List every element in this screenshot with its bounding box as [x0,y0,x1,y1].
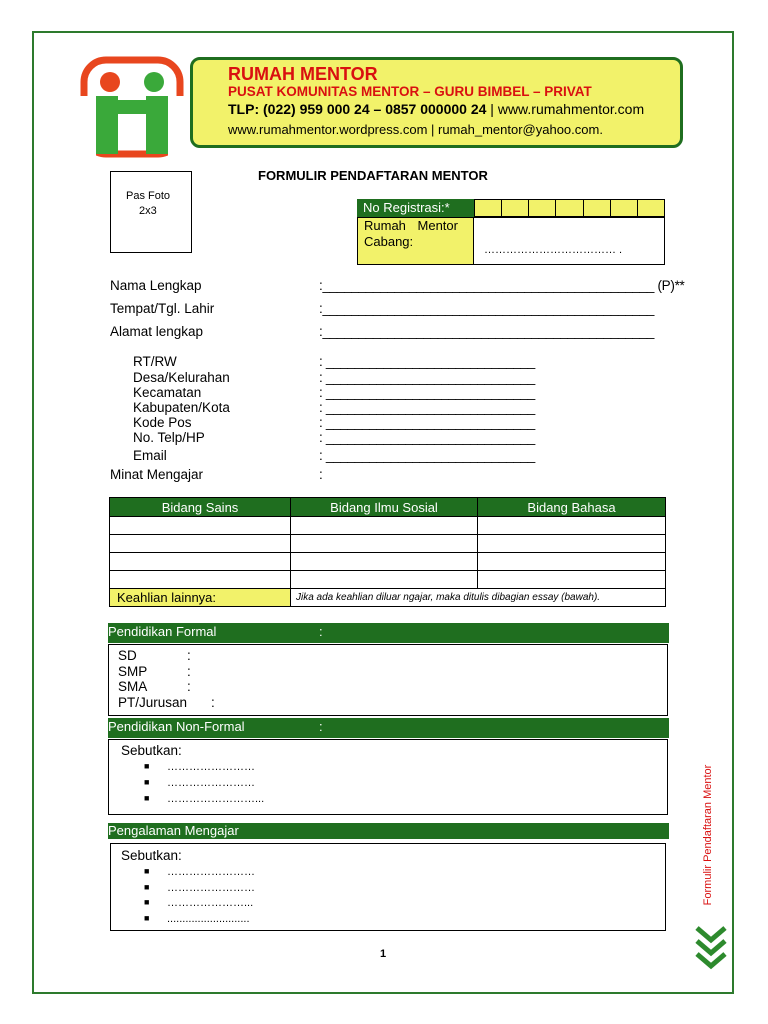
side-text-container [700,755,716,915]
registration-cell[interactable] [556,199,583,217]
registration-number-cells[interactable] [474,199,665,217]
email-label: Email [133,448,167,463]
branch-label-line2: Cabang: [364,234,414,249]
kabupaten-field[interactable]: : _____________________________ [319,400,535,415]
kabupaten-label: Kabupaten/Kota [133,400,230,415]
registration-cell[interactable] [502,199,529,217]
pengalaman-item: ........................... [167,913,250,925]
branch-label-line1: Rumah Mentor [364,218,458,233]
table-row [110,571,666,589]
nonformal-item: …………………… [167,777,255,789]
table-cell[interactable] [478,535,666,553]
nonformal-prompt: Sebutkan: [121,743,182,758]
bullet-icon: ■ [144,761,150,771]
bullet-icon: ■ [144,793,150,803]
rumah-mentor-logo [80,56,184,158]
minat-label: Minat Mengajar [110,467,204,482]
table-cell[interactable] [478,517,666,535]
sd-colon: : [187,648,191,663]
table-cell[interactable] [478,553,666,571]
header-subtitle: PUSAT KOMUNITAS MENTOR – GURU BIMBEL – PRIVAT [228,84,592,99]
branch-input-box[interactable] [474,217,665,265]
pendidikan-formal-colon: : [319,624,323,639]
nama-field[interactable]: :______________________________________________ (P)** [319,278,685,293]
header-website: | www.rumahmentor.com [486,101,645,117]
bullet-icon: ■ [144,866,150,876]
ttl-field[interactable]: :______________________________________________ [319,301,655,316]
form-title: FORMULIR PENDAFTARAN MENTOR [258,168,488,183]
table-cell[interactable] [110,571,291,589]
alamat-label: Alamat lengkap [110,324,204,339]
nonformal-item: ……………………... [167,793,265,805]
photo-size: 2x3 [139,205,157,217]
pendidikan-nonformal-header [108,718,669,738]
smp-label: SMP [118,664,148,679]
registration-cell[interactable] [638,199,665,217]
bullet-icon: ■ [144,897,150,907]
nonformal-item: …………………… [167,761,255,773]
header-phone [228,101,644,117]
sma-colon: : [187,679,191,694]
bullet-icon: ■ [144,913,150,923]
smp-colon: : [187,664,191,679]
registration-label: No Registrasi:* [357,199,474,217]
sd-label: SD [118,648,137,663]
table-cell[interactable] [478,571,666,589]
pengalaman-header [108,823,669,839]
pendidikan-formal-box[interactable] [108,644,668,716]
table-header-row [110,498,666,517]
kode-pos-label: Kode Pos [133,415,192,430]
pengalaman-item: …………………… [167,882,255,894]
header-phone-numbers: TLP: (022) 959 000 24 – 0857 000000 24 [228,101,487,117]
pengalaman-prompt: Sebutkan: [121,848,182,863]
minat-field[interactable]: : [319,467,323,482]
telp-label: No. Telp/HP [133,430,205,445]
keahlian-row [110,589,666,607]
kecamatan-field[interactable]: : _____________________________ [319,385,535,400]
bidang-sains-header: Bidang Sains [110,498,291,517]
rtrw-label: RT/RW [133,354,177,369]
side-text: Formulir Pendaftaran Mentor [702,764,714,906]
email-field[interactable]: : _____________________________ [319,448,535,463]
pt-label: PT/Jurusan [118,695,188,710]
pengalaman-title: Pengalaman Mengajar [108,823,239,838]
kode-pos-field[interactable]: : _____________________________ [319,415,535,430]
pendidikan-formal-title: Pendidikan Formal [108,624,217,639]
registration-cell[interactable] [611,199,638,217]
sma-label: SMA [118,679,148,694]
table-row [110,535,666,553]
desa-field[interactable]: : _____________________________ [319,370,535,385]
table-cell[interactable] [110,517,291,535]
table-cell[interactable] [110,535,291,553]
registration-cell[interactable] [584,199,611,217]
chevron-down-icon [694,924,728,970]
table-cell[interactable] [291,535,478,553]
table-row [110,517,666,535]
alamat-field[interactable]: :______________________________________________ [319,324,655,339]
table-cell[interactable] [291,571,478,589]
keahlian-note[interactable]: Jika ada keahlian diluar ngajar, maka ditulis dibagian essay (bawah). [291,589,666,607]
registration-cell[interactable] [529,199,556,217]
desa-label: Desa/Kelurahan [133,370,230,385]
kecamatan-label: Kecamatan [133,385,202,400]
photo-label: Pas Foto [126,190,171,202]
bullet-icon: ■ [144,777,150,787]
table-cell[interactable] [291,553,478,571]
header-title: RUMAH MENTOR [228,64,378,84]
bidang-sosial-header: Bidang Ilmu Sosial [291,498,478,517]
pendidikan-nonformal-colon: : [319,719,323,734]
pengalaman-item: …………………... [167,897,254,909]
bullet-icon: ■ [144,882,150,892]
pendidikan-formal-header [108,623,669,643]
table-row [110,553,666,571]
pengalaman-item: …………………… [167,866,255,878]
rtrw-field[interactable]: : _____________________________ [319,354,535,369]
bidang-table [109,497,666,607]
registration-cell[interactable] [474,199,502,217]
table-cell[interactable] [291,517,478,535]
table-cell[interactable] [110,553,291,571]
keahlian-label: Keahlian lainnya: [110,589,291,607]
pt-colon: : [211,695,215,710]
branch-input-dots: ……………………………… . [484,244,623,256]
pendidikan-nonformal-title: Pendidikan Non-Formal [108,719,245,734]
nama-label: Nama Lengkap [110,278,202,293]
page-number: 1 [380,948,387,960]
telp-field[interactable]: : _____________________________ [319,430,535,445]
header-contact: www.rumahmentor.wordpress.com | rumah_mentor@yahoo.com. [228,122,603,137]
ttl-label: Tempat/Tgl. Lahir [110,301,215,316]
bidang-bahasa-header: Bidang Bahasa [478,498,666,517]
